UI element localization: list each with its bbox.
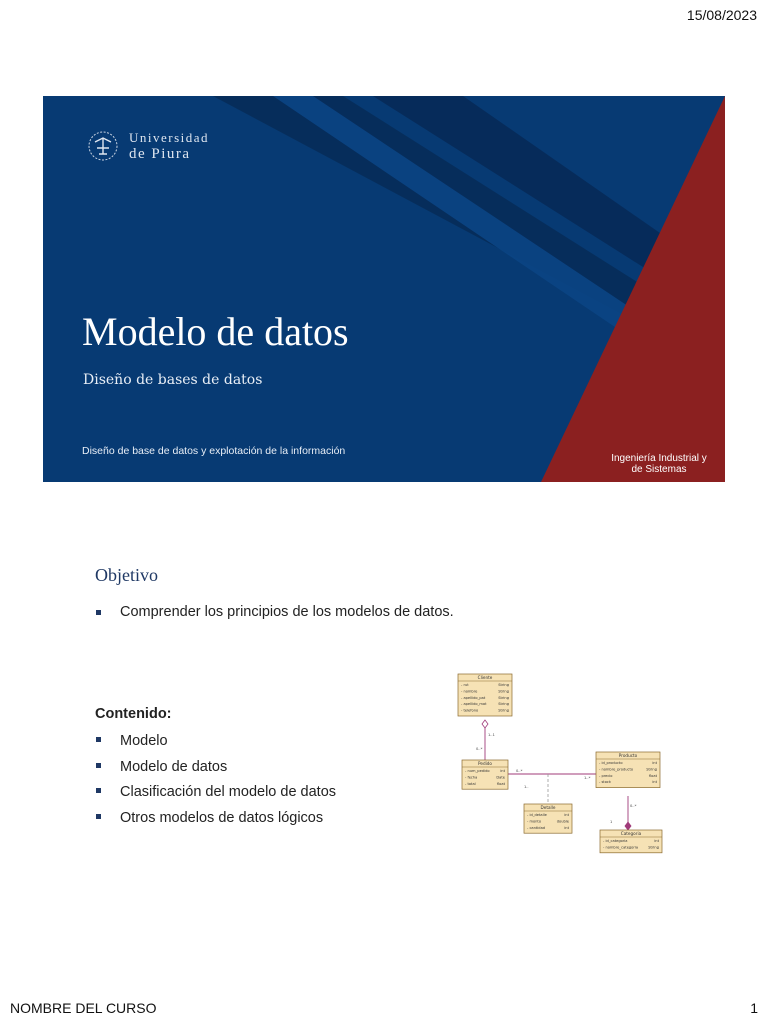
uml-attr-name: - apellido_pat (461, 695, 486, 700)
uml-attr-type: int (652, 780, 657, 785)
uml-class-name: Cliente (477, 675, 493, 681)
multiplicity-label: 1..* (584, 776, 591, 780)
content-item (95, 808, 336, 834)
uml-class-name: Producto (618, 753, 638, 759)
content-item (95, 782, 336, 808)
uml-attr-name: - monto (527, 819, 542, 824)
list-item-text: Otros modelos de datos lógicos (120, 809, 324, 826)
uml-attr-name: - num_pedido (465, 769, 490, 773)
seal-icon (87, 126, 119, 166)
uml-attr-type: double (556, 819, 569, 824)
uml-class-diagram (440, 668, 680, 868)
course-name: Diseño de base de datos y explotación de la información (82, 445, 346, 457)
content-list (95, 731, 336, 833)
list-item-text: Modelo (120, 733, 168, 749)
uml-attr-name: - nombre (461, 689, 478, 694)
uml-attr-type: String (648, 845, 659, 850)
footer-course: NOMBRE DEL CURSO (10, 1000, 157, 1016)
faculty-label (604, 453, 714, 475)
objective-item (95, 604, 454, 620)
uml-attr-type: String (498, 708, 509, 713)
logo-line-2: de Piura (129, 146, 191, 162)
uml-attr-name: - id_detalle (527, 813, 547, 817)
bullet-square-icon (96, 610, 101, 615)
uml-class-producto (596, 752, 660, 788)
uml-attr-type: int (564, 825, 569, 830)
multiplicity-label: 0..* (516, 769, 523, 773)
slide-subtitle: Diseño de bases de datos (83, 372, 263, 388)
uml-attr-name: - nombre_producto (599, 767, 634, 772)
faculty-line-1: Ingeniería Industrial y (611, 453, 707, 464)
university-logo (87, 126, 209, 166)
multiplicity-label: 1 (610, 820, 613, 824)
uml-attr-type: Date (496, 775, 505, 780)
uml-attr-name: - cantidad (527, 825, 546, 830)
uml-class-cliente (458, 674, 512, 716)
uml-attr-name: - id_producto (599, 761, 623, 765)
uml-attr-type: int (652, 761, 657, 765)
uml-attr-type: String (646, 767, 657, 772)
uml-attr-type: String (498, 689, 509, 694)
multiplicity-label: 0..* (476, 747, 483, 751)
uml-attr-type: String (498, 695, 509, 700)
title-slide (43, 96, 725, 482)
uml-attr-type: float (648, 773, 657, 778)
bullet-square-icon (96, 788, 101, 793)
page-number: 1 (750, 1000, 758, 1016)
uml-attr-name: - rut (461, 683, 469, 687)
list-item-text: Modelo de datos (120, 758, 228, 775)
composition-diamond (625, 822, 631, 830)
content-item (95, 757, 336, 783)
bullet-square-icon (96, 737, 101, 742)
uml-attr-name: - stock (599, 780, 611, 785)
multiplicity-label: 1.. (524, 785, 529, 789)
uml-attr-type: String (498, 683, 509, 687)
multiplicity-label: 1..1 (488, 733, 495, 737)
uml-class-name: Pedido (478, 761, 492, 767)
bullet-square-icon (96, 814, 101, 819)
uml-attr-type: float (496, 781, 505, 786)
uml-attr-name: - id_categoria (603, 839, 628, 843)
uml-class-detalle (524, 804, 572, 833)
print-date: 15/08/2023 (686, 7, 757, 23)
faculty-line-2: de Sistemas (631, 464, 687, 475)
objective-list (95, 604, 454, 620)
uml-class-pedido (462, 760, 508, 789)
uml-class-categoria (600, 830, 662, 853)
logo-line-1: Universidad (129, 130, 210, 145)
multiplicity-label: 0..* (630, 804, 637, 808)
uml-attr-name: - apellido_mat (461, 702, 487, 707)
bullet-square-icon (96, 763, 101, 768)
slide-title: Modelo de datos (82, 309, 349, 354)
uml-attr-type: int (500, 769, 505, 773)
uml-attr-name: - nombre_categoria (603, 845, 639, 850)
uml-attr-type: int (564, 813, 569, 817)
content-item (95, 731, 336, 757)
uml-class-name: Detalle (540, 805, 556, 811)
uml-attr-type: String (498, 702, 509, 707)
content-heading: Contenido: (95, 706, 172, 722)
objective-heading: Objetivo (95, 565, 158, 585)
uml-attr-type: int (654, 839, 659, 843)
uml-attr-name: - telefono (461, 708, 479, 713)
uml-attr-name: - fecha (465, 775, 478, 780)
uml-class-name: Categoria (620, 831, 642, 837)
uml-attr-name: - precio (599, 773, 613, 778)
uml-attr-name: - total (465, 781, 476, 786)
list-item-text: Comprender los principios de los modelos de datos. (120, 604, 454, 620)
list-item-text: Clasificación del modelo de datos (120, 784, 337, 800)
aggregation-diamond (482, 720, 488, 728)
